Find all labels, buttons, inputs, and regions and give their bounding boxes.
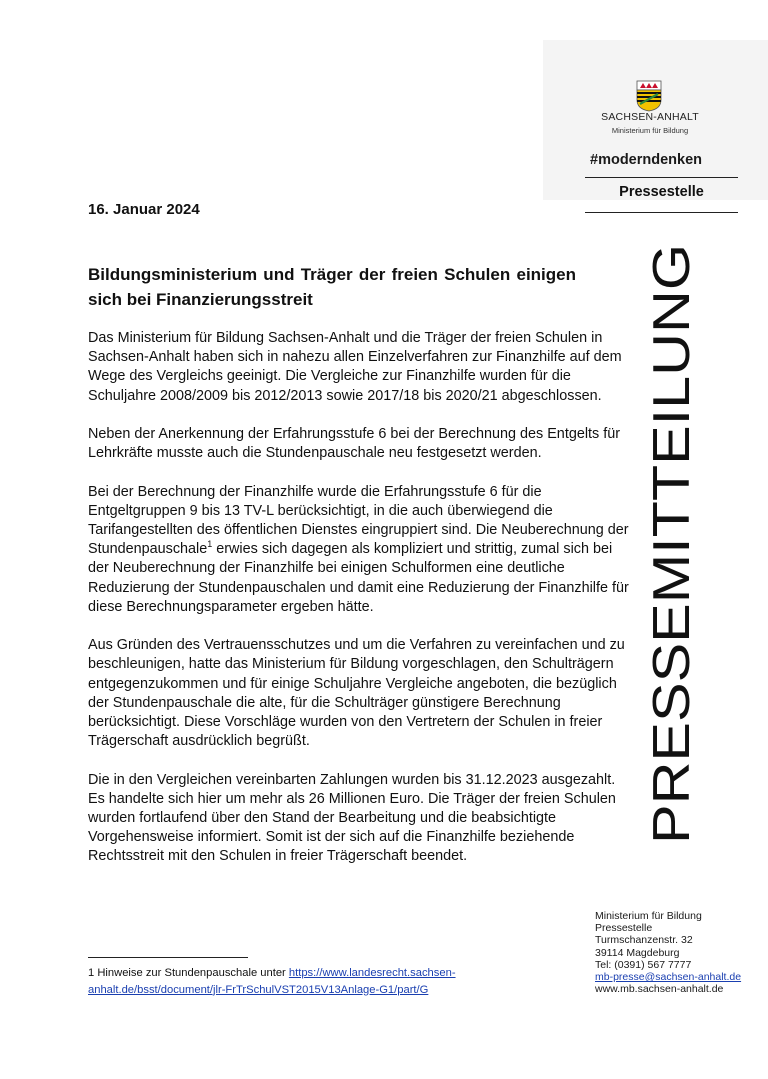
footnote-link[interactable]: https://www.landesrecht.sachsen- — [288, 967, 456, 979]
header-rule-top — [585, 177, 738, 178]
side-title-graphic — [643, 232, 703, 857]
side-title — [643, 232, 703, 857]
contact-website[interactable]: www.mb.sachsen-anhalt.de — [595, 983, 724, 996]
contact-block — [595, 910, 741, 995]
paragraph: Aus Gründen des Vertrauensschutzes und um die Verfahren zu vereinfachen und zu beschleunigen, hatte das Ministerium für Bildung vorgeschlagen, den Schulträgern entgegenzukommen und für einige Schuljahre Vergleiche angeboten, die bezüglich der Stundenpauschale die alte, für die Schulträger günstigere Berechnung berücksichtigt. Diese Vorschläge wurden von den Vertretern der Schulen in freier Trägerschaft ausdrücklich begrüßt. — [88, 637, 625, 750]
paragraph: Das Ministerium für Bildung Sachsen-Anhalt und die Träger der freien Schulen in Sachsen-Anhalt haben sich in nahezu allen Einzelverfahren zur Finanzhilfe auf dem Wege des Vergleichs geeinigt. Die Vergleiche zur Finanzhilfe wurden für die Schuljahre 2008/2009 bis 2012/2013 sowie 2017/18 bis 2020/21 abgeschlossen. — [88, 330, 622, 404]
contact-city: 39114 Magdeburg — [595, 946, 680, 959]
footnote-text: 1 Hinweise zur Stundenpauschale unter — [88, 967, 289, 979]
logo-name: SACHSEN-ANHALT — [601, 111, 699, 123]
contact-phone: Tel: (0391) 567 7777 — [595, 958, 692, 971]
department-label: Pressestelle — [619, 184, 704, 200]
contact-street: Turmschanzenstr. 32 — [595, 934, 693, 947]
paragraph: Die in den Vergleichen vereinbarten Zahlungen wurden bis 31.12.2023 ausgezahlt. Es handelte sich hier um mehr als 26 Millionen Euro. Die Träger der freien Schulen wurden fortlaufend über den Stand der Bearbeitung und die beabsichtigte Vorgehensweise informiert. Somit ist der sich auf die Finanzhilfe beziehende Rechtsstreit mit den Schulen in freier Trägerschaft beendet. — [88, 771, 616, 865]
header-rule-bottom — [585, 212, 738, 213]
footnote-link-continued[interactable]: anhalt.de/bsst/document/jlr-FrTrSchulVST2015V13Anlage-G1/part/G — [88, 983, 429, 996]
footnote-separator — [88, 957, 248, 958]
footnote-reference[interactable]: 1 — [207, 539, 213, 550]
paragraph-text: erwies sich dagegen als kompliziert und strittig, zumal sich bei der Neuberechnung der Finanzhilfe bei einigen Schulformen eine deutliche Reduzierung der Stundenpauschalen und damit eine Reduzierung der Finanzhilfe für diese Berechnungsparameter ergeben hätte. — [88, 541, 629, 615]
logo-ministry: Ministerium für Bildung — [611, 126, 689, 135]
hashtag: #moderndenken — [590, 152, 702, 168]
contact-dept: Pressestelle — [595, 922, 653, 935]
contact-org: Ministerium für Bildung — [595, 910, 702, 922]
paragraph-with-footnote — [88, 483, 633, 617]
headline: Bildungsministerium und Träger der freien Schulen einigen sich bei Finanzierungsstreit — [88, 265, 576, 309]
release-date: 16. Januar 2024 — [88, 201, 200, 218]
contact-email-link[interactable]: mb-presse@sachsen-anhalt.de — [595, 971, 742, 984]
coat-of-arms-icon — [636, 80, 662, 112]
footnote — [88, 965, 488, 998]
paragraph-text: Bei der Berechnung der Finanzhilfe wurde die Erfahrungsstufe 6 für die Entgeltgruppen 9 bis 13 TV-L berücksichtigt, in die auch überwiegend die Tarifangestellten des öffentlichen Dienstes eingruppiert sind. Die Neuberechnung der Stundenpauschale — [88, 483, 629, 558]
side-title-text: PRESSEMITTEILUNG — [643, 318, 701, 844]
paragraph: Neben der Anerkennung der Erfahrungsstufe 6 bei der Berechnung des Entgelts für Lehrkräfte musste auch die Stundenpauschale neu festgesetzt werden. — [88, 426, 621, 462]
press-release-body — [88, 329, 633, 886]
